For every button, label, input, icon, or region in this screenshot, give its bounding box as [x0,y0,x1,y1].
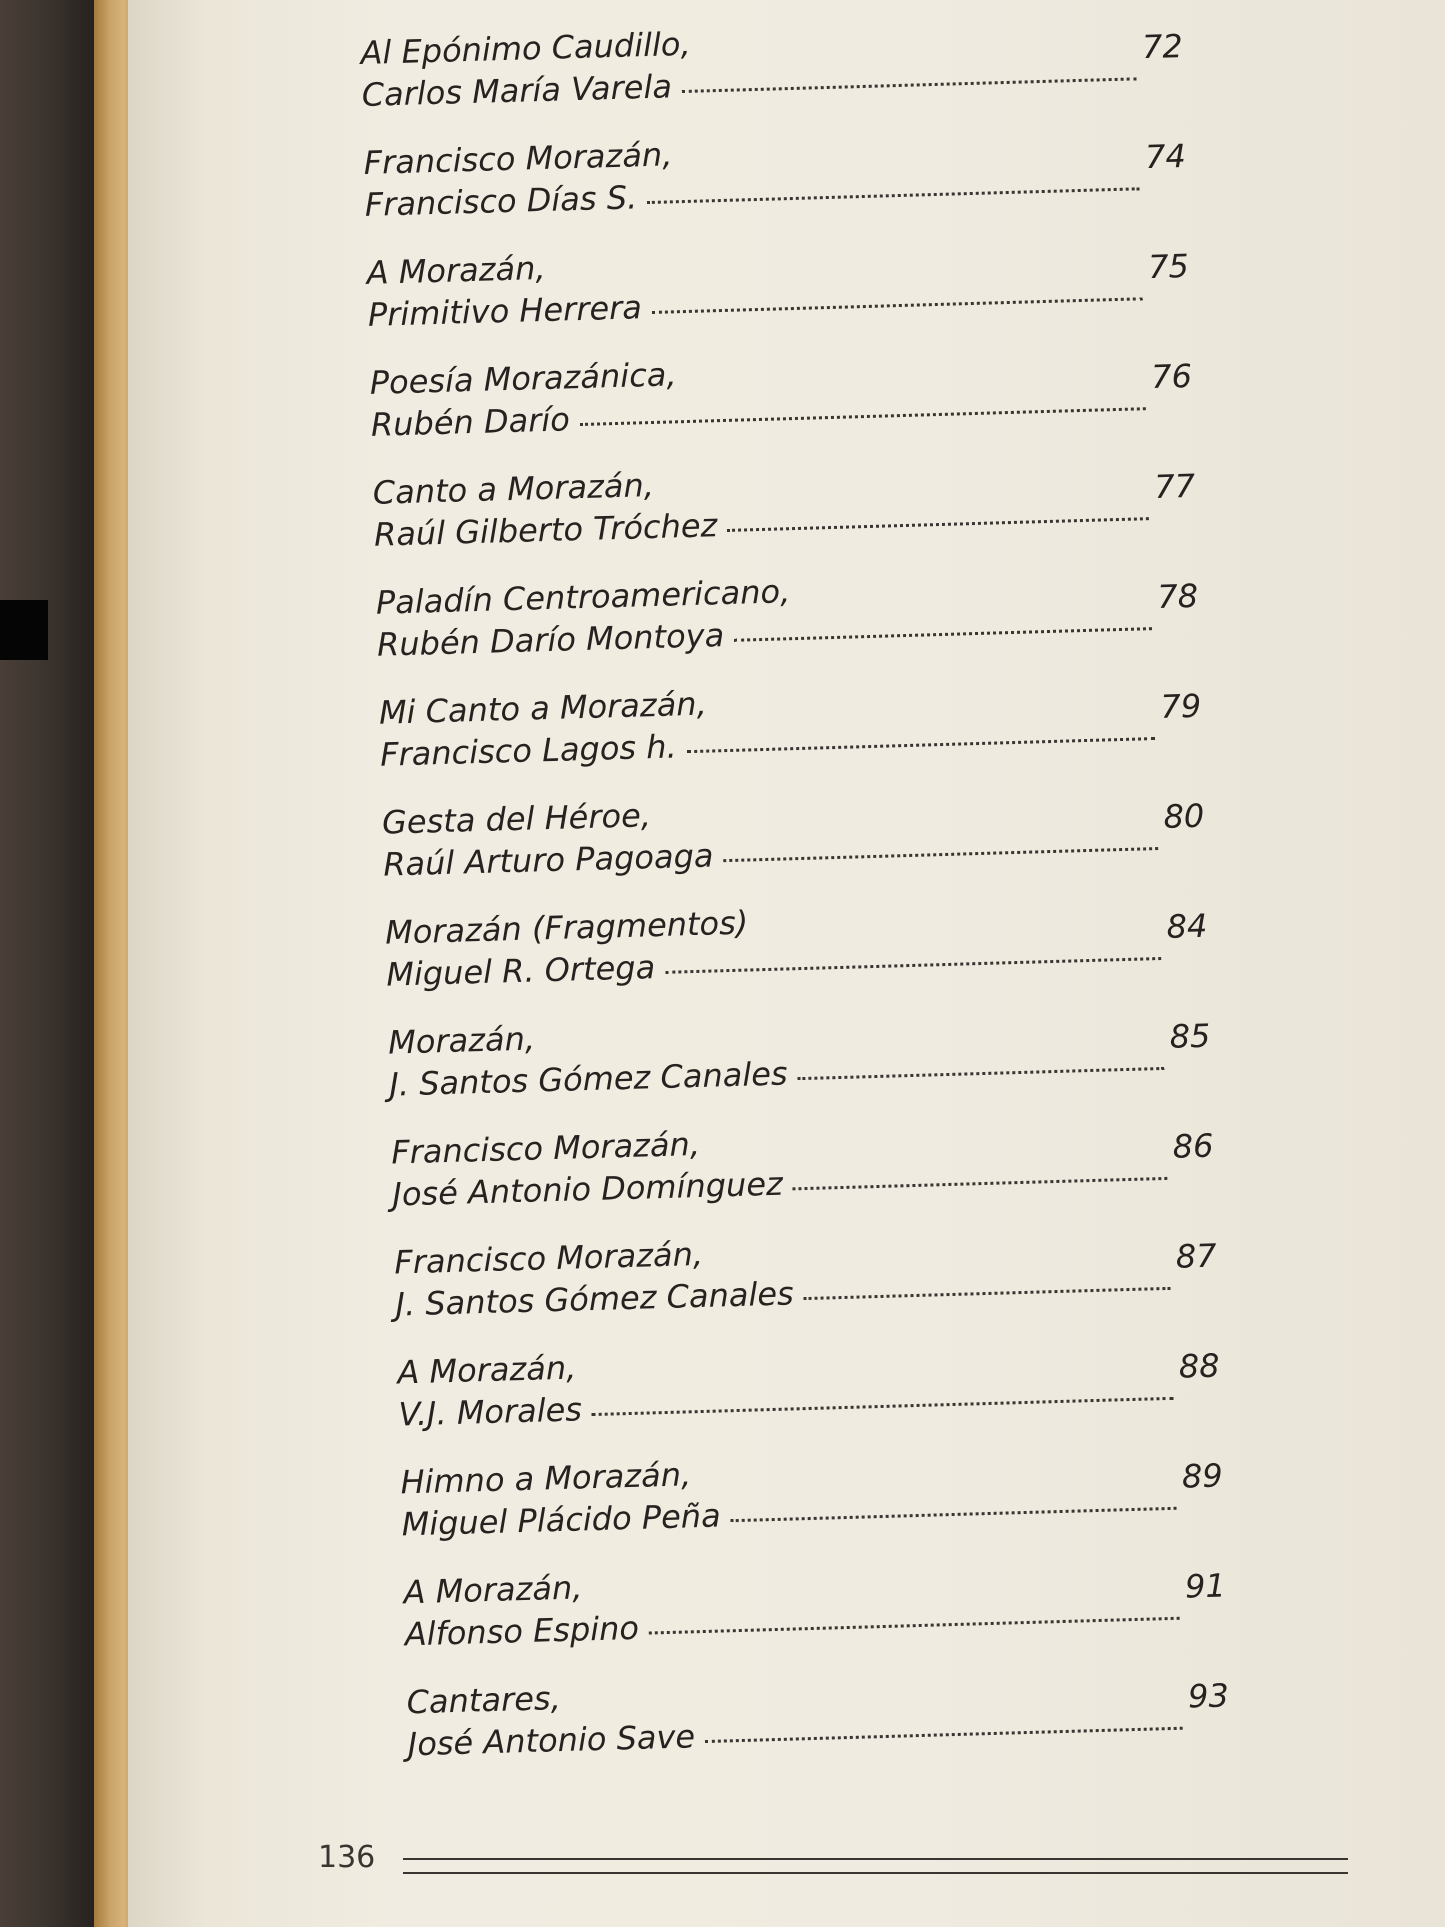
poem-author: Rubén Darío Montoya [376,616,725,664]
page-reference: 93 [1187,1676,1230,1716]
poem-author: Francisco Lagos h. [379,727,678,774]
poem-title: Cantares, [406,1679,562,1722]
poem-title: Francisco Morazán, [363,135,673,182]
poem-title: Francisco Morazán, [390,1124,701,1172]
poem-title: A Morazán, [403,1568,583,1612]
page-reference: 87 [1175,1236,1218,1276]
dot-leader [682,77,1137,93]
footer-rule [403,1858,1348,1860]
poem-title: Mi Canto a Morazán, [378,684,708,732]
table-of-contents [360,9,1231,1791]
poem-author: Francisco Días S. [364,178,638,224]
poem-title: Morazán, [387,1019,536,1062]
poem-author: Raúl Arturo Pagoaga [382,836,714,884]
poem-title: A Morazán, [366,248,547,292]
dot-leader [647,187,1140,204]
poem-title: Paladín Centroamericano, [375,572,791,622]
dot-leader [592,1397,1174,1416]
poem-author: José Antonio Save [407,1717,696,1764]
page-reference: 77 [1153,466,1196,506]
page-number: 136 [318,1840,376,1875]
poem-author: Miguel R. Ortega [385,948,656,994]
poem-author: J. Santos Gómez Canales [395,1274,795,1324]
page-reference: 91 [1184,1566,1227,1606]
page-reference: 72 [1141,27,1184,67]
dot-leader [687,737,1156,753]
page-reference: 80 [1162,796,1205,836]
spine-shadow [0,600,48,660]
page-reference: 74 [1144,136,1187,177]
page-reference: 79 [1159,686,1202,726]
poem-title: Francisco Morazán, [393,1234,704,1282]
dot-leader [804,1287,1171,1300]
toc-entry [406,1658,1231,1791]
page-reference: 75 [1147,246,1190,287]
page-reference: 89 [1181,1456,1224,1496]
page-reference: 78 [1156,576,1199,616]
dot-leader [734,627,1152,642]
dot-leader [798,1067,1165,1080]
poem-author: Raúl Gilberto Tróchez [373,506,718,554]
footer-rule [403,1872,1348,1874]
dot-leader [724,847,1159,862]
poem-title: Canto a Morazán, [372,465,655,512]
poem-author: Rubén Darío [370,400,571,444]
page-reference: 76 [1150,356,1193,397]
poem-author: Miguel Plácido Peña [401,1496,722,1544]
page-footer [318,1838,1348,1898]
poem-title: A Morazán, [396,1348,577,1392]
dot-leader [665,957,1161,974]
dot-leader [580,407,1146,426]
poem-author: Primitivo Herrera [367,288,643,334]
poem-title: Poesía Morazánica, [369,355,678,402]
poem-author: Alfonso Espino [404,1608,640,1654]
page-reference: 84 [1166,906,1208,946]
page-reference: 88 [1178,1346,1221,1386]
dot-leader [705,1727,1183,1743]
poem-author: V.J. Morales [398,1390,583,1434]
dot-leader [727,517,1149,532]
dot-leader [731,1507,1177,1522]
dot-leader [652,297,1143,314]
poem-author: J. Santos Gómez Canales [388,1054,789,1104]
poem-title: Gesta del Héroe, [381,796,652,842]
poem-title: Morazán (Fragmentos) [384,903,749,952]
page-reference: 85 [1169,1016,1211,1056]
poem-author: Carlos María Varela [361,67,673,114]
page-reference: 86 [1172,1126,1214,1166]
poem-title: Himno a Morazán, [399,1455,692,1502]
dot-leader [793,1177,1168,1190]
dot-leader [649,1617,1180,1635]
poem-title: Al Epónimo Caudillo, [360,24,692,72]
poem-author: José Antonio Domínguez [391,1164,784,1214]
